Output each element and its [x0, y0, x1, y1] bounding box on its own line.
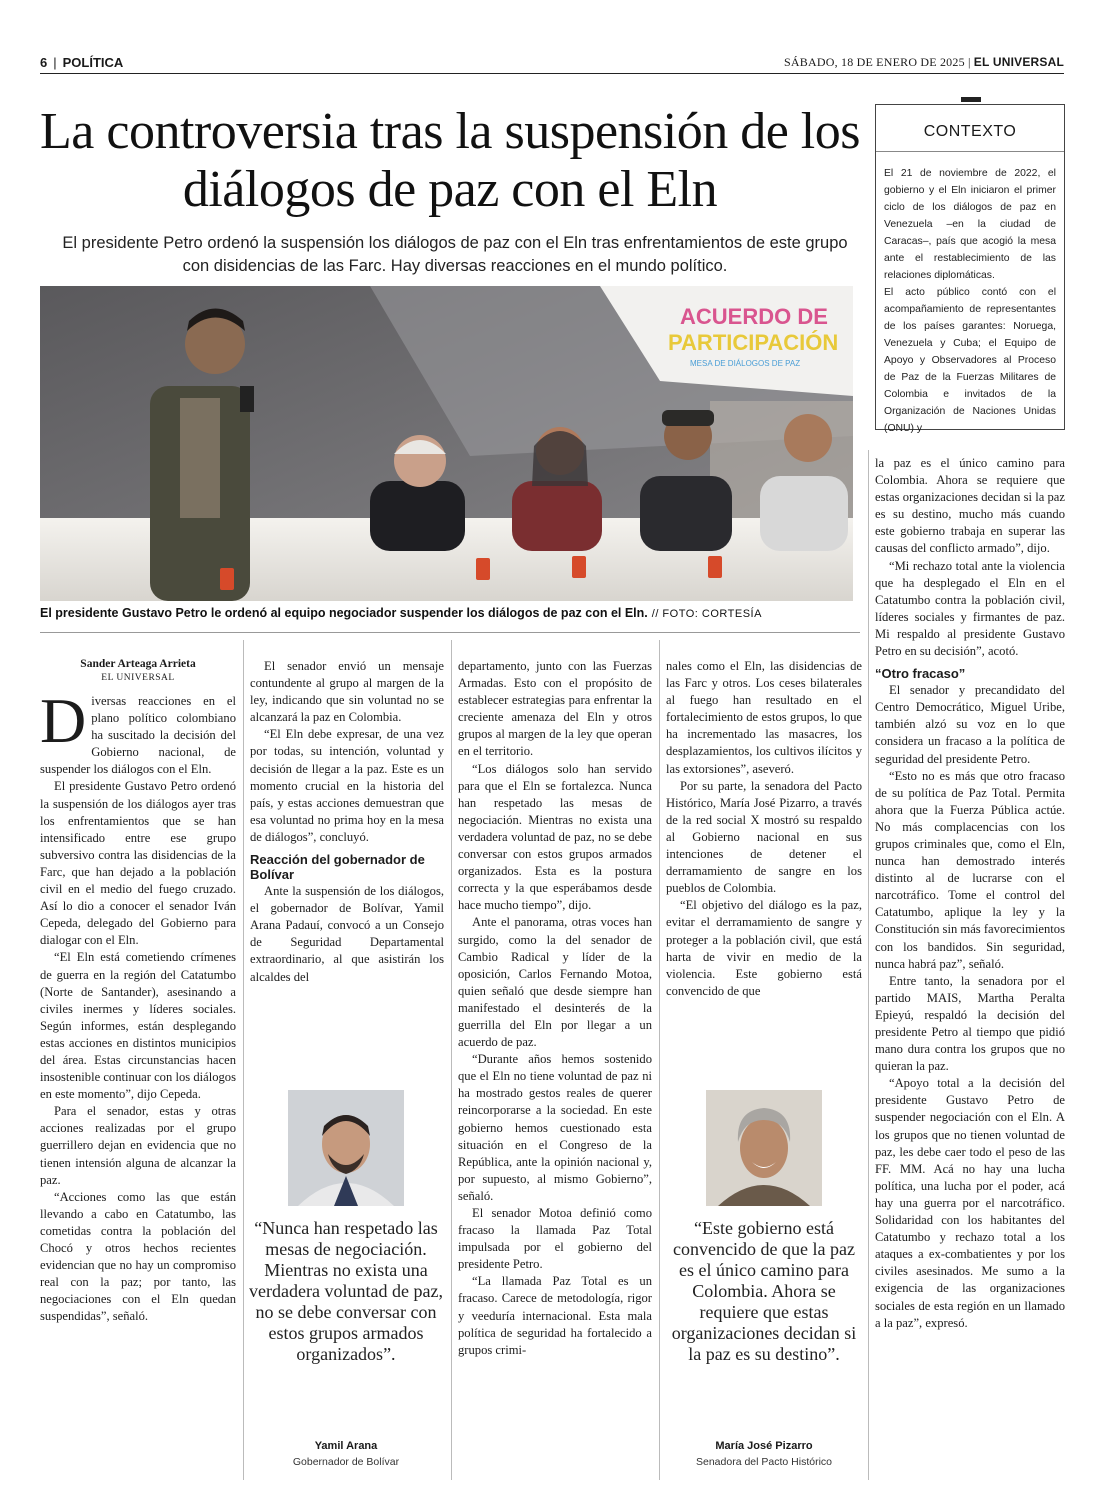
avatar: [288, 1090, 404, 1206]
section-name: POLÍTICA: [62, 55, 124, 70]
page-header: [40, 54, 1064, 74]
context-paragraph: El 21 de noviembre de 2022, el gobierno y el Eln iniciaron el primer ciclo de los diálogos de paz en Venezuela –en la ciudad de Caracas–, país que acogió la mesa ante el restablecimiento de las relaciones diplomáticas.: [884, 168, 1056, 281]
body-paragraph: “Acciones como las que están llevando a cabo en Catatumbo, las cometidas contra la población del Chocó y otros hechos recientes evidencian que no hay un compromiso real con la paz; por tanto, las negociaciones con el Eln quedan suspendidas”, señaló.: [40, 1189, 236, 1324]
column-divider: [451, 640, 452, 1480]
body-paragraph: “Durante años hemos sostenido que el Eln no tiene voluntad de paz ni ha mostrado gestos reales de querer reincorporarse a la sociedad. En este gobierno hemos cuestionado esta situación en el Congreso de la República, ante la opinión nacional y, por supuesto, al mismo Gobierno”, señaló.: [458, 1052, 652, 1203]
body-paragraph: “El objetivo del diálogo es la paz, evitar el derramamiento de sangre y proteger a la población civil, que está harta de vivir en medio de la violencia. Este gobierno está convencido de que: [666, 898, 862, 998]
article-column-2: [250, 658, 444, 986]
body-paragraph: “Apoyo total a la decisión del presidente Gustavo Petro de suspender negociación con el Eln. A los grupos que no tienen voluntad de paz, les debe caer todo el peso de las FF. MM. Acá no hay una lucha política, una lucha por el poder, acá hay una guerra por el narcotráfico. Solidaridad con los habitantes del Catatumbo y rechazo total a los ataques a ex-combatientes y por los civiles asesinados. Me sumo a la exigencia de las organizaciones sociales de esta región en un llamado a la paz”, expresó.: [875, 1076, 1065, 1330]
body-paragraph: la paz es el único camino para Colombia. Ahora se requiere que estas organizaciones decidan si la paz es su destino, mucho más cuando este gobierno trabaja en superar las causas del conflicto armado”, dijo.: [875, 456, 1065, 556]
body-paragraph: departamento, junto con las Fuerzas Armadas. Esto con el propósito de establecer estrategias para enfrentar la creciente amenaza del Eln y otros grupos al margen de la ley que operan en el territorio.: [458, 659, 652, 759]
column-divider: [659, 640, 660, 1480]
body-paragraph: El senador Motoa definió como fracaso la llamada Paz Total impulsada por el gobierno del presidente Petro.: [458, 1206, 652, 1272]
column-divider: [243, 640, 244, 1480]
body-paragraph: Ante el panorama, otras voces han surgido, como la del senador de Cambio Radical y líder de la oposición, Carlos Fernando Motoa, quien señaló que desde siempre han manifestado el desinterés de la guerrilla del Eln por llegar a un acuerdo de paz.: [458, 915, 652, 1050]
page-number: 6: [40, 55, 48, 70]
dateline: SÁBADO, 18 DE ENERO DE 2025 | EL UNIVERSAL: [784, 55, 1064, 69]
quote-author-role: Senadora del Pacto Histórico: [696, 1456, 832, 1468]
body-paragraph: “El Eln está cometiendo crímenes de guerra en la región del Catatumbo (Norte de Santander), asesinando a civiles inermes y líderes sociales. Según informes, están desplegando estas acciones en distintos municipios del área. Estas circunstancias hacen insostenible continuar con los diálogos en este momento”, dijo Cepeda.: [40, 950, 236, 1102]
body-paragraph: Por su parte, la senadora del Pacto Histórico, María José Pizarro, a través de la red social X mostró su respaldo al Gobierno nacional en sus intenciones de detener el derramamiento de sangre en los pueblos de Colombia.: [666, 778, 862, 896]
banner-sub: MESA DE DIÁLOGOS DE PAZ: [690, 359, 801, 368]
context-box-marker: [961, 97, 981, 102]
context-title: CONTEXTO: [923, 123, 1017, 140]
author-name: Sander Arteaga Arrieta: [80, 658, 196, 670]
body-paragraph: “La llamada Paz Total es un fracaso. Carece de metodología, rigor y veeduría internacional. Esta mala política de seguridad ha fortalecido a grupos crimi-: [458, 1274, 652, 1357]
main-photo: [40, 286, 853, 601]
portrait-pizarro: [706, 1090, 822, 1206]
publication-name: EL UNIVERSAL: [973, 55, 1064, 69]
body-paragraph: “Esto no es más que otro fracaso de su política de Paz Total. Permita ahora que la Fuerza Pública actúe. No más complacencias con los grupos criminales que, como el Eln, nunca han demostrado interés distinto al de lucrarse con el narcotráfico. Tome el control del Catatumbo, aplique la ley y la Constitución sin más favorecimientos con los bandidos. Sin seguridad, nunca habrá paz”, señaló.: [875, 768, 1065, 971]
body-paragraph: El senador y precandidato del Centro Democrático, Miguel Uribe, también alzó su voz en lo que considera un fracaso a la política de seguridad del presidente Petro.: [875, 683, 1065, 766]
pull-quote-arana: [248, 1090, 444, 1475]
photo-illustration: [40, 286, 853, 601]
caption-divider: [40, 632, 860, 633]
photo-caption: [40, 606, 860, 620]
photo-credit: // FOTO: CORTESÍA: [651, 608, 762, 620]
portrait-arana: [288, 1090, 404, 1206]
body-paragraph: Para el senador, estas y otras acciones realizadas por el grupo guerrillero dejan en evidencia que no tienen intensión alguna de alcanzar la paz.: [40, 1104, 236, 1187]
banner-line2: PARTICIPACIÓN: [668, 330, 839, 355]
context-paragraph: El acto público contó con el acompañamiento de representantes de los países garantes: Noruega, Venezuela y Cuba; el Equipo de Apoyo y Observadores al Proceso de Paz de la Fuerzas Militares de Colombia e invitados de la Organización de Naciones Unidas (ONU) y: [884, 287, 1056, 434]
context-box: [875, 104, 1065, 434]
caption-text: El presidente Gustavo Petro le ordenó al equipo negociador suspender los diálogos de paz con el Eln.: [40, 606, 648, 620]
quote-text: “Este gobierno está convencido de que la paz es el único camino para Colombia. Ahora se requiere que estas organizaciones decidan si la paz es su destino”.: [671, 1218, 857, 1364]
quote-author: Yamil Arana: [314, 1440, 378, 1452]
body-paragraph: Entre tanto, la senadora por el partido MAIS, Martha Peralta Epieyú, respaldó la decisión del presidente Petro al tiempo que pidió mano dura contra los grupos que no quieran la paz.: [875, 973, 1065, 1074]
subhead: “Otro fracaso”: [875, 666, 966, 682]
lead-paragraph: Diversas reacciones en el plano político colombiano ha suscitado la decisión del Gobierno nacional, de suspender los diálogos con el Eln.: [40, 685, 236, 777]
body-paragraph: El senador envió un mensaje contundente al grupo al margen de la ley, indicando que sin voluntad no se alcanzará la paz en Colombia.: [250, 659, 444, 725]
headline: La controversia tras la suspensión de los diálogos de paz con el Eln: [40, 103, 860, 218]
author-org: EL UNIVERSAL: [101, 673, 175, 683]
banner-line1: ACUERDO DE: [680, 304, 828, 329]
deck: El presidente Petro ordenó la suspensión los diálogos de paz con el Eln tras enfrentamientos de este grupo con disidencias de las Farc. Hay diversas reacciones en el mundo político.: [62, 234, 848, 275]
article-column-5: [875, 455, 1065, 1332]
body-paragraph: “Mi rechazo total ante la violencia que ha desplegado el Eln en el Catatumbo contra la población civil, líderes sociales y firmantes de paz. Mi respaldo al presidente Gustavo Petro en su decisión”, acotó.: [875, 558, 1065, 659]
drop-cap: D: [40, 685, 87, 756]
body-paragraph: nales como el Eln, las disidencias de las Farc y otros. Los ceses bilaterales al fuego han resultado en el fortalecimiento de estos grupos, lo que ha incrementado las masacres, los desplazamientos, los cultivos ilícitos y las extorsiones”, aseveró.: [666, 659, 862, 776]
context-text: [884, 165, 1056, 434]
article-column-4: [666, 658, 862, 1000]
context-divider: [876, 151, 1064, 152]
section-label: 6 | POLÍTICA: [40, 55, 124, 70]
avatar: [706, 1090, 822, 1206]
body-paragraph: “Los diálogos solo han servido para que el Eln se fortalezca. Nunca han respetado las mesas de negociación. Mientras no exista una verdadera voluntad de paz, no se debe conversar con estos grupos armados organizados. Esta es la postura correcta y la que esperábamos desde hace mucho tiempo”, dijo.: [458, 761, 652, 913]
quote-text: “Nunca han respetado las mesas de negociación. Mientras no exista una verdadera voluntad de paz, no se debe conversar con estos grupos armados organizados”.: [249, 1218, 443, 1364]
quote-author: María José Pizarro: [715, 1440, 813, 1452]
byline: [40, 658, 236, 685]
article-column-1: [40, 658, 236, 1325]
article-column-3: [458, 658, 652, 1359]
pull-quote-pizarro: [666, 1090, 862, 1475]
subhead: Reacción del gobernador de Bolívar: [250, 852, 425, 883]
issue-date: SÁBADO, 18 DE ENERO DE 2025: [784, 55, 965, 69]
body-paragraph: “El Eln debe expresar, de una vez por todas, su intención, voluntad y decisión de llegar a la paz. Este es un momento crucial en la historia del país, y estas acciones demuestran que esa voluntad no prima hoy en la mesa de diálogos”, concluyó.: [250, 727, 444, 844]
quote-author-role: Gobernador de Bolívar: [292, 1456, 400, 1468]
body-paragraph: Ante la suspensión de los diálogos, el gobernador de Bolívar, Yamil Arana Padauí, convocó a un Consejo de Seguridad Departamental extraordinario, al que asistirán los alcaldes del: [250, 884, 444, 984]
body-paragraph: El presidente Gustavo Petro ordenó la suspensión de los diálogos ayer tras los enfrentamientos que se han intensificado entre ese grupo subversivo contra las disidencias de la Farc, que han dejado a la población civil en el medio del fuego cruzado. Así lo dio a conocer el senador Iván Cepeda, delegado del Gobierno para dialogar con el Eln.: [40, 779, 236, 948]
column-divider: [868, 450, 869, 1480]
